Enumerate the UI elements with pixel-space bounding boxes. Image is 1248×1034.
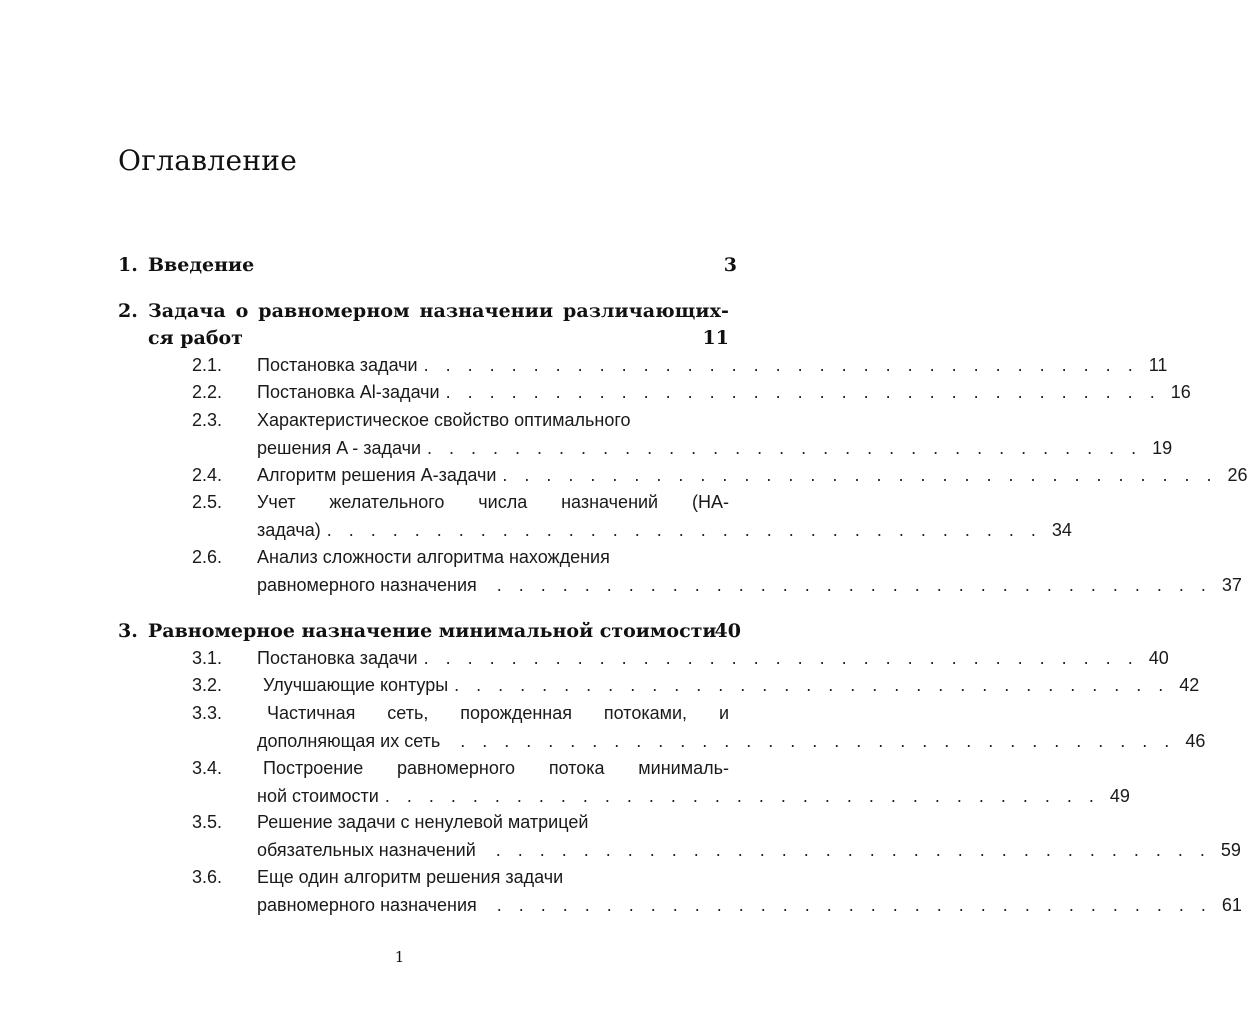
leader-dots: . . . . . . . . . . . . . . . . . . . . . . . . . . . . . . . . . [454, 675, 1170, 695]
section-number: 2.1. [192, 355, 223, 375]
section-page: 26 [1227, 465, 1248, 485]
section-page: 59 [1220, 839, 1241, 860]
section-number: 3.1. [192, 648, 223, 668]
section-number: 2.2. [192, 382, 223, 402]
section-title-cont: равномерного назначения [257, 574, 477, 595]
section-title: Еще один алгоритм решения задачи [257, 867, 564, 887]
section-title-cont: задача) [257, 519, 321, 540]
leader-dots: . . . . . . . . . . . . . . . . . . . . . . . . . . . . . . . . . [423, 648, 1139, 668]
section-title-cont: ной стоимости [257, 785, 379, 806]
section-page: 42 [1179, 675, 1200, 695]
section-number: 3.3. [192, 703, 223, 723]
section-title: Построение равномерного потока минималь- [263, 758, 729, 778]
leader-dots: . . . . . . . . . . . . . . . . . . . . . . . . . . . . . . . . . [496, 574, 1212, 595]
section-title: Постановка задачи [257, 648, 418, 668]
section-number: 2.6. [192, 547, 223, 567]
section-title: Учет желательного числа назначений (HA- [257, 492, 729, 512]
leader-dots: . . . . . . . . . . . . . . . . . . . . . . . . . . . . . . . . . [384, 785, 1100, 806]
section-number: 3.4. [192, 758, 223, 778]
leader-dots: . . . . . . . . . . . . . . . . . . . . . . . . . . . . . . . . . [427, 437, 1143, 458]
section-title: Алгоритм решения A-задачи [257, 465, 497, 485]
page-title: Оглавление [118, 144, 298, 177]
chapter-page: 3 [723, 254, 737, 276]
section-number: 2.3. [192, 410, 223, 430]
chapter-title: Введение [148, 254, 255, 276]
chapter-number: 1. [118, 254, 138, 276]
leader-dots: . . . . . . . . . . . . . . . . . . . . . . . . . . . . . . . . . [326, 519, 1042, 540]
section-number: 3.5. [192, 812, 223, 832]
section-page: 11 [1148, 355, 1168, 375]
section-number: 2.5. [192, 492, 223, 512]
section-page: 19 [1152, 437, 1173, 458]
chapter-page: 40 [714, 620, 741, 642]
toc-chapter-2[interactable] [118, 298, 729, 352]
section-number: 2.4. [192, 465, 223, 485]
section-page: 49 [1109, 785, 1130, 806]
page-number: 1 [394, 948, 405, 966]
chapter-title: Равномерное назначение минимальной стоимости [148, 620, 717, 642]
section-number: 3.2. [192, 675, 223, 695]
section-title: Постановка Al-задачи [257, 382, 440, 402]
section-page: 34 [1051, 519, 1072, 540]
leader-dots: . . . . . . . . . . . . . . . . . . . . . . . . . . . . . . . . . [502, 465, 1218, 485]
section-title: Постановка задачи [257, 355, 418, 375]
leader-dots: . . . . . . . . . . . . . . . . . . . . . . . . . . . . . . . . . [460, 730, 1176, 751]
section-page: 61 [1221, 894, 1242, 915]
chapter-page: 11 [702, 327, 729, 349]
section-page: 46 [1185, 730, 1206, 751]
section-title: Решение задачи с ненулевой матрицей [257, 812, 589, 832]
section-title-cont: равномерного назначения [257, 894, 477, 915]
leader-dots: . . . . . . . . . . . . . . . . . . . . . . . . . . . . . . . . . [423, 355, 1139, 375]
chapter-title: Задача о равномерном назначении различающих- ся работ [148, 300, 729, 349]
leader-dots: . . . . . . . . . . . . . . . . . . . . . . . . . . . . . . . . . [496, 894, 1212, 915]
section-title-cont: дополняющая их сеть [257, 730, 441, 751]
section-page: 37 [1221, 574, 1242, 595]
section-title: Улучшающие контуры [263, 675, 449, 695]
section-title-cont: обязательных назначений [257, 839, 476, 860]
section-page: 40 [1148, 648, 1169, 668]
chapter-number: 2. [118, 300, 138, 322]
section-title: Анализ сложности алгоритма нахождения [257, 547, 610, 567]
section-title-cont: решения A - задачи [257, 437, 422, 458]
section-title: Характеристическое свойство оптимального [257, 410, 631, 430]
chapter-number: 3. [118, 620, 138, 642]
section-number: 3.6. [192, 867, 223, 887]
section-page: 16 [1170, 382, 1191, 402]
section-title: Частичная сеть, порожденная потоками, и [267, 703, 729, 723]
leader-dots: . . . . . . . . . . . . . . . . . . . . . . . . . . . . . . . . . [445, 382, 1161, 402]
leader-dots: . . . . . . . . . . . . . . . . . . . . . . . . . . . . . . . . . [495, 839, 1211, 860]
